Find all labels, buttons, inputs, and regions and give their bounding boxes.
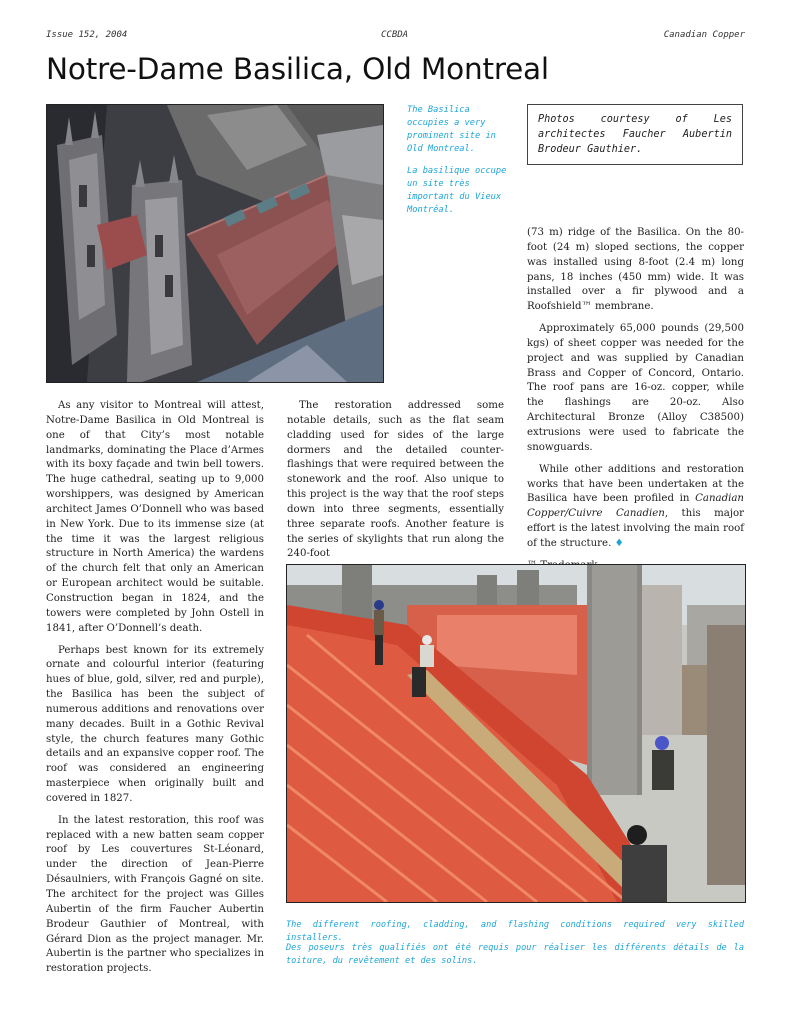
article-column-1 (46, 399, 264, 984)
col3-paragraph-1: (73 m) ridge of the Basilica. On the 80-foot (24 m) sloped sections, the copper was installed using 8-foot (2.4 m) long pans, 18 inches (450 mm) wide. It was installed over a fir plywood and a Roofshield™ membrane. (527, 227, 744, 313)
col2-paragraph-1: The restoration addressed some notable details, such as the flat seam cladding used for sides of the large dormers and the detailed counter-flashings that were required between the stonework and the roof. Also unique to this project is the way that the roof steps down into three segments, essentially three separate roofs. Another feature is the series of skylights that run along the 240-foot (287, 400, 504, 560)
col3-paragraph-2: Approximately 65,000 pounds (29,500 kgs) of sheet copper was needed for the project and was supplied by Canadian Brass and Copper of Concord, Ontario. The roof pans are 16-oz. copper, while the flashings are 20-oz. Also Architectural Bronze (Alloy C38500) extrusions were used to fabricate the snowguards. (527, 323, 744, 453)
issue-label: Issue 152, 2004 (46, 30, 128, 40)
col1-paragraph-1: As any visitor to Montreal will attest, Notre-Dame Basilica in Old Montreal is one of that City’s most notable landmarks, dominating the Place d’Armes with its boxy façade and twin bell towers. The huge cathedral, seating up to 9,000 worshippers, was designed by American architect James O’Donnell who was based in New York. Due to its immense size (at the time it was the largest religious structure in North America) the wardens of the church felt that only an American or European architect would be suitable. Construction began in 1824, and the towers were completed by John Ostell in 1841, after O’Donnell’s death. (46, 400, 264, 634)
article-column-3 (527, 226, 744, 581)
photo-credit-box: Photos courtesy of Les architectes Faucher Aubertin Brodeur Gauthier. (527, 104, 743, 165)
page-title: Notre-Dame Basilica, Old Montreal (46, 52, 549, 86)
roofers-caption-fr: Des poseurs très qualifiés ont été requis pour réaliser les différents détails de la toiture, du revêtement et des solins. (286, 943, 744, 966)
roofers-photo (286, 564, 746, 903)
aerial-caption-en: The Basilica occupies a very prominent site in Old Montreal. (407, 105, 496, 154)
col3-paragraph-3 (527, 463, 744, 552)
roofers-caption-en: The different roofing, cladding, and flashing conditions required very skilled installers. (286, 920, 744, 943)
col3-p3-text-b: , this major effort is the latest involving the main roof of the structure. (527, 508, 744, 549)
aerial-photo-caption (407, 104, 511, 226)
basilica-aerial-photo (46, 104, 384, 383)
col1-paragraph-2: Perhaps best known for its extremely ornate and colourful interior (featuring hues of blue, gold, silver, red and purple), the Basilica has been the subject of numerous additions and renovations over many decades. Built in a Gothic Revival style, the church features many Gothic details and an expansive copper roof. The roof was considered an engineering masterpiece when originally built and covered in 1827. (46, 644, 264, 804)
publication-name: Canadian Copper/Cuivre Canadien (527, 493, 744, 520)
col1-paragraph-3: In the latest restoration, this roof was replaced with a new batten seam copper roof by Les couvertures St-Léonard, under the direction of Jean-Pierre Désaulniers, with François Gagné on site. The architect for the project was Gilles Aubertin of the firm Faucher Aubertin Brodeur Gauthier of Montreal, with Gérard Dion as the project manager. Mr. Aubertin is the partner who specializes in restoration projects. (46, 814, 264, 975)
aerial-caption-fr: La basilique occupe un site très important du Vieux Montréal. (407, 166, 507, 215)
col3-p3-text-a: While other additions and restoration works that have been undertaken at the Basilica have been profiled in (527, 463, 744, 505)
publication-label: Canadian Copper (663, 30, 745, 40)
end-of-article-icon: ♦ (614, 537, 624, 549)
article-column-2 (287, 399, 504, 569)
org-label: CCBDA (381, 30, 409, 40)
